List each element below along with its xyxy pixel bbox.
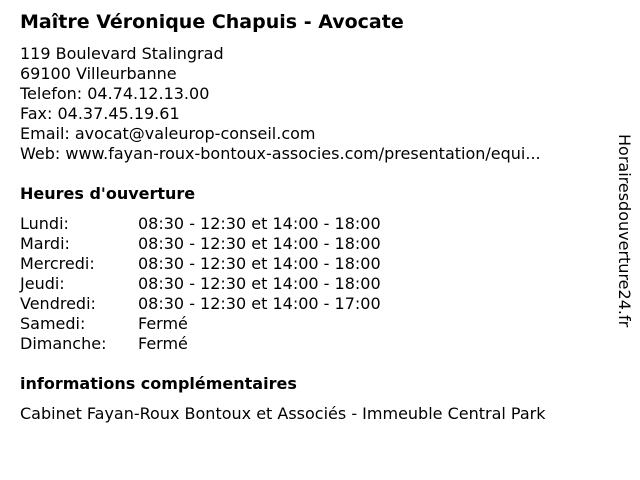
hours-row-saturday bbox=[20, 314, 188, 333]
site-brand-vertical: Horairesdouverture24.fr bbox=[615, 134, 634, 328]
additional-info-heading: informations complémentaires bbox=[20, 374, 297, 393]
hours-row-wednesday bbox=[20, 254, 381, 273]
hours-row-friday bbox=[20, 294, 381, 313]
day-label: Vendredi: bbox=[20, 294, 96, 313]
phone-line: Telefon: 04.74.12.13.00 bbox=[20, 84, 210, 103]
day-label: Samedi: bbox=[20, 314, 86, 333]
fax-line: Fax: 04.37.45.19.61 bbox=[20, 104, 180, 123]
opening-hours-heading: Heures d'ouverture bbox=[20, 184, 196, 203]
hours-value: Fermé bbox=[138, 334, 188, 353]
hours-value: 08:30 - 12:30 et 14:00 - 18:00 bbox=[138, 254, 381, 273]
web-line: Web: www.fayan-roux-bontoux-associes.com/presentation/equi... bbox=[20, 144, 541, 163]
address-street: 119 Boulevard Stalingrad bbox=[20, 44, 224, 63]
hours-value: 08:30 - 12:30 et 14:00 - 18:00 bbox=[138, 214, 381, 233]
hours-value: Fermé bbox=[138, 314, 188, 333]
additional-info-text: Cabinet Fayan-Roux Bontoux et Associés - Immeuble Central Park bbox=[20, 404, 546, 423]
hours-value: 08:30 - 12:30 et 14:00 - 18:00 bbox=[138, 234, 381, 253]
page-title: Maître Véronique Chapuis - Avocate bbox=[20, 11, 404, 33]
hours-value: 08:30 - 12:30 et 14:00 - 17:00 bbox=[138, 294, 381, 313]
day-label: Lundi: bbox=[20, 214, 69, 233]
address-city: 69100 Villeurbanne bbox=[20, 64, 177, 83]
day-label: Dimanche: bbox=[20, 334, 107, 353]
hours-row-monday bbox=[20, 214, 381, 233]
hours-row-thursday bbox=[20, 274, 381, 293]
hours-row-tuesday bbox=[20, 234, 381, 253]
day-label: Mercredi: bbox=[20, 254, 95, 273]
hours-value: 08:30 - 12:30 et 14:00 - 18:00 bbox=[138, 274, 381, 293]
day-label: Mardi: bbox=[20, 234, 70, 253]
day-label: Jeudi: bbox=[20, 274, 65, 293]
email-line: Email: avocat@valeurop-conseil.com bbox=[20, 124, 316, 143]
hours-row-sunday bbox=[20, 334, 188, 353]
